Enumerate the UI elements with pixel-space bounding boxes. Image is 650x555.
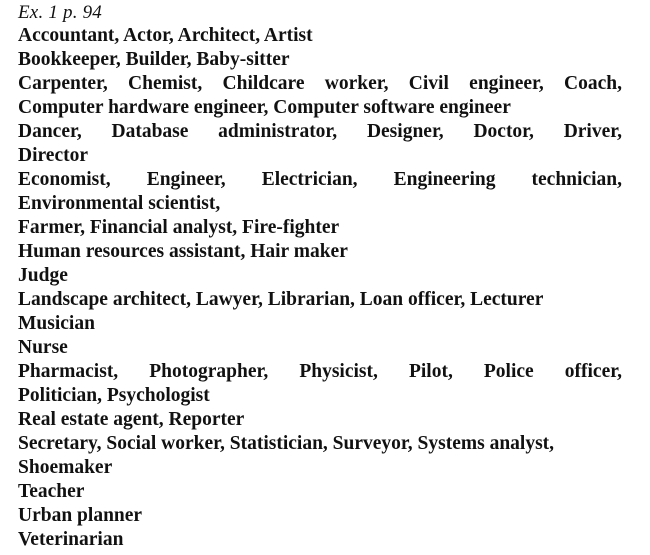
document-page <box>18 0 622 552</box>
profession-line: Pharmacist, Photographer, Physicist, Pilot, Police officer, <box>18 361 622 382</box>
profession-line: Farmer, Financial analyst, Fire-fighter <box>18 217 340 238</box>
profession-line: Accountant, Actor, Architect, Artist <box>18 25 313 46</box>
profession-line: Environmental scientist, <box>18 193 221 214</box>
profession-line: Director <box>18 145 89 166</box>
profession-line: Musician <box>18 313 95 334</box>
profession-line: Veterinarian <box>18 529 124 550</box>
profession-line: Human resources assistant, Hair maker <box>18 241 348 262</box>
profession-line: Urban planner <box>18 505 143 526</box>
profession-line: Shoemaker <box>18 457 113 478</box>
profession-line: Secretary, Social worker, Statistician, Surveyor, Systems analyst, <box>18 433 555 454</box>
profession-line: Judge <box>18 265 68 286</box>
profession-line: Politician, Psychologist <box>18 385 210 406</box>
profession-line: Carpenter, Chemist, Childcare worker, Civil engineer, Coach, <box>18 73 622 94</box>
profession-line: Dancer, Database administrator, Designer, Doctor, Driver, <box>18 121 622 142</box>
profession-line: Real estate agent, Reporter <box>18 409 245 430</box>
exercise-heading: Ex. 1 p. 94 <box>18 2 102 23</box>
profession-line: Nurse <box>18 337 68 358</box>
profession-line: Bookkeeper, Builder, Baby-sitter <box>18 49 290 70</box>
profession-line: Economist, Engineer, Electrician, Engineering technician, <box>18 169 622 190</box>
profession-line: Teacher <box>18 481 85 502</box>
profession-line: Landscape architect, Lawyer, Librarian, Loan officer, Lecturer <box>18 289 544 310</box>
profession-line: Computer hardware engineer, Computer software engineer <box>18 97 511 118</box>
